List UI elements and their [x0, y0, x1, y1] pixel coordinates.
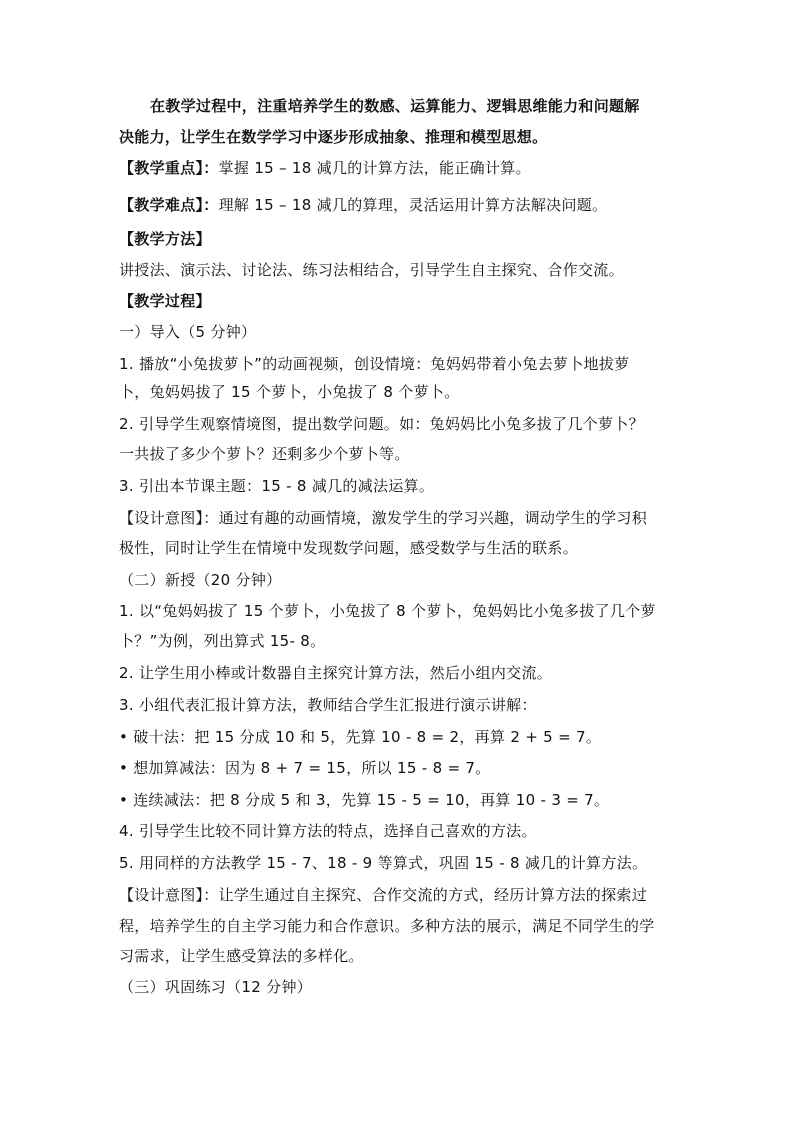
section-2-bullet-3: • 连续减法：把 8 分成 5 和 3，先算 15 - 5 = 10，再算 10 - 3 = 7。: [119, 791, 610, 809]
section-2-intent-line-1: 【设计意图】：让学生通过自主探究、合作交流的方式，经历计算方法的探索过: [119, 886, 648, 904]
section-2-intent-line-2: 程，培养学生的自主学习能力和合作意识。多种方法的展示，满足不同学生的学: [119, 917, 655, 935]
section-2-item-4: 4. 引导学生比较不同计算方法的特点，选择自己喜欢的方法。: [119, 822, 537, 840]
methods-heading: 【教学方法】: [119, 230, 211, 248]
section-2-item-3: 3. 小组代表汇报计算方法，教师结合学生汇报进行演示讲解：: [119, 696, 537, 714]
section-1-item-1-line-2: 卜，兔妈妈拔了 15 个萝卜，小兔拔了 8 个萝卜。: [119, 383, 460, 401]
section-3-title: （三）巩固练习（12 分钟）: [119, 978, 313, 996]
section-2-item-2: 2. 让学生用小棒或计数器自主探究计算方法，然后小组内交流。: [119, 664, 553, 682]
section-2-item-5: 5. 用同样的方法教学 15 - 7、18 - 9 等算式，巩固 15 - 8 减几的计算方法。: [119, 854, 648, 872]
difficult-point-label: 【教学难点】：: [119, 196, 219, 214]
intro-line-1: 在教学过程中，注重培养学生的数感、运算能力、逻辑思维能力和问题解: [150, 97, 640, 115]
section-2-intent-line-3: 习需求，让学生感受算法的多样化。: [119, 947, 364, 965]
section-1-item-3: 3. 引出本节课主题：15 - 8 减几的减法运算。: [119, 477, 435, 495]
section-1-item-1-line-1: 1. 播放“小兔拔萝卜”的动画视频，创设情境：兔妈妈带着小兔去萝卜地拔萝: [119, 355, 630, 373]
section-1-title: 一）导入（5 分钟）: [119, 323, 257, 341]
key-point-text: 掌握 15 – 18 减几的计算方法，能正确计算。: [218, 159, 531, 177]
key-point-label: 【教学重点】：: [119, 159, 219, 177]
section-1-intent-line-2: 极性，同时让学生在情境中发现数学问题，感受数学与生活的联系。: [119, 539, 579, 557]
section-2-bullet-1: • 破十法：把 15 分成 10 和 5，先算 10 - 8 = 2，再算 2 + 5 = 7。: [119, 728, 602, 746]
section-2-title: （二）新授（20 分钟）: [119, 571, 282, 589]
methods-text: 讲授法、演示法、讨论法、练习法相结合，引导学生自主探究、合作交流。: [119, 261, 624, 279]
section-1-item-2-line-1: 2. 引导学生观察情境图，提出数学问题。如：兔妈妈比小兔多拔了几个萝卜？: [119, 415, 644, 433]
section-1-intent-line-1: 【设计意图】：通过有趣的动画情境，激发学生的学习兴趣，调动学生的学习积: [119, 509, 648, 527]
process-heading: 【教学过程】: [119, 292, 211, 310]
difficult-point-paragraph: [119, 195, 679, 215]
section-2-item-1-line-2: 卜？”为例，列出算式 15- 8。: [119, 632, 326, 650]
section-1-item-2-line-2: 一共拔了多少个萝卜？还剩多少个萝卜等。: [119, 445, 410, 463]
intro-line-2: 决能力，让学生在数学学习中逐步形成抽象、推理和模型思想。: [119, 128, 548, 146]
section-2-bullet-2: • 想加算减法：因为 8 + 7 = 15，所以 15 - 8 = 7。: [119, 759, 491, 777]
key-point-paragraph: [119, 158, 679, 178]
section-2-item-1-line-1: 1. 以“兔妈妈拔了 15 个萝卜，小兔拔了 8 个萝卜，兔妈妈比小兔多拔了几个萝: [119, 602, 656, 620]
difficult-point-text: 理解 15 – 18 减几的算理，灵活运用计算方法解决问题。: [218, 196, 608, 214]
